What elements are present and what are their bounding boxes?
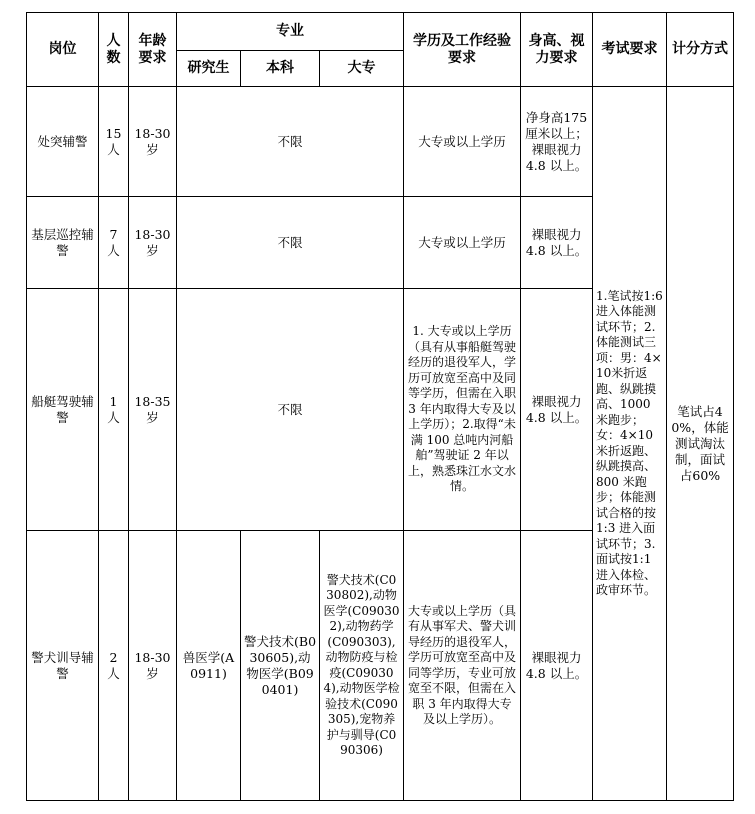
age-cell: 18-30岁 bbox=[129, 531, 177, 801]
post-cell: 基层巡控辅警 bbox=[27, 197, 99, 289]
graduate-major-cell: 兽医学(A0911) bbox=[177, 531, 241, 801]
major-cell: 不限 bbox=[177, 87, 404, 197]
header-count: 人数 bbox=[99, 13, 129, 87]
recruitment-table-container bbox=[26, 12, 734, 801]
post-cell: 警犬训导辅警 bbox=[27, 531, 99, 801]
header-graduate: 研究生 bbox=[177, 51, 241, 87]
count-cell: 15人 bbox=[99, 87, 129, 197]
header-age: 年龄要求 bbox=[129, 13, 177, 87]
physical-cell: 裸眼视力 4.8 以上。 bbox=[521, 289, 593, 531]
physical-cell: 裸眼视力 4.8 以上。 bbox=[521, 531, 593, 801]
bachelor-major-cell: 警犬技术(B030605),动物医学(B090401) bbox=[241, 531, 320, 801]
header-major: 专业 bbox=[177, 13, 404, 51]
header-bachelor: 本科 bbox=[241, 51, 320, 87]
age-cell: 18-30岁 bbox=[129, 197, 177, 289]
count-cell: 1 人 bbox=[99, 289, 129, 531]
table-row bbox=[27, 87, 734, 197]
header-college: 大专 bbox=[320, 51, 404, 87]
scoring-cell: 笔试占40%，体能测试淘汰制，面试占60% bbox=[667, 87, 734, 801]
education-cell: 大专或以上学历（具有从事军犬、警犬训导经历的退役军人，学历可放宽至高中及同等学历，专业可放宽至不限，但需在入职 3 年内取得大专及以上学历）。 bbox=[404, 531, 521, 801]
major-cell: 不限 bbox=[177, 289, 404, 531]
physical-cell: 净身高175 厘米以上；裸眼视力 4.8 以上。 bbox=[521, 87, 593, 197]
header-row-1 bbox=[27, 13, 734, 51]
count-cell: 7 人 bbox=[99, 197, 129, 289]
header-physical: 身高、视力要求 bbox=[521, 13, 593, 87]
education-cell: 大专或以上学历 bbox=[404, 197, 521, 289]
post-cell: 船艇驾驶辅警 bbox=[27, 289, 99, 531]
header-exam: 考试要求 bbox=[593, 13, 667, 87]
recruitment-table bbox=[26, 12, 734, 801]
age-cell: 18-30岁 bbox=[129, 87, 177, 197]
age-cell: 18-35岁 bbox=[129, 289, 177, 531]
college-major-cell: 警犬技术(C030802),动物医学(C090302),动物药学(C090303),动物防疫与检疫(C090304),动物医学检验技术(C090305),宠物养护与驯导(C090306) bbox=[320, 531, 404, 801]
education-cell: 1. 大专或以上学历（具有从事船艇驾驶经历的退役军人，学历可放宽至高中及同等学历，但需在入职 3 年内取得大专及以上学历）；2.取得“未满 100 总吨内河船舶”驾驶证 2 年以上，熟悉珠江水文水情。 bbox=[404, 289, 521, 531]
exam-cell: 1.笔试按1:6 进入体能测试环节；2.体能测试三项：男：4×10米折返跑、纵跳摸高、1000 米跑步；女：4×10米折返跑、纵跳摸高、800 米跑步；体能测试合格的按1:3 进入面试环节；3.面试按1:1 进入体检、政审环节。 bbox=[593, 87, 667, 801]
header-post: 岗位 bbox=[27, 13, 99, 87]
header-scoring: 计分方式 bbox=[667, 13, 734, 87]
physical-cell: 裸眼视力 4.8 以上。 bbox=[521, 197, 593, 289]
major-cell: 不限 bbox=[177, 197, 404, 289]
count-cell: 2 人 bbox=[99, 531, 129, 801]
header-education: 学历及工作经验要求 bbox=[404, 13, 521, 87]
post-cell: 处突辅警 bbox=[27, 87, 99, 197]
education-cell: 大专或以上学历 bbox=[404, 87, 521, 197]
